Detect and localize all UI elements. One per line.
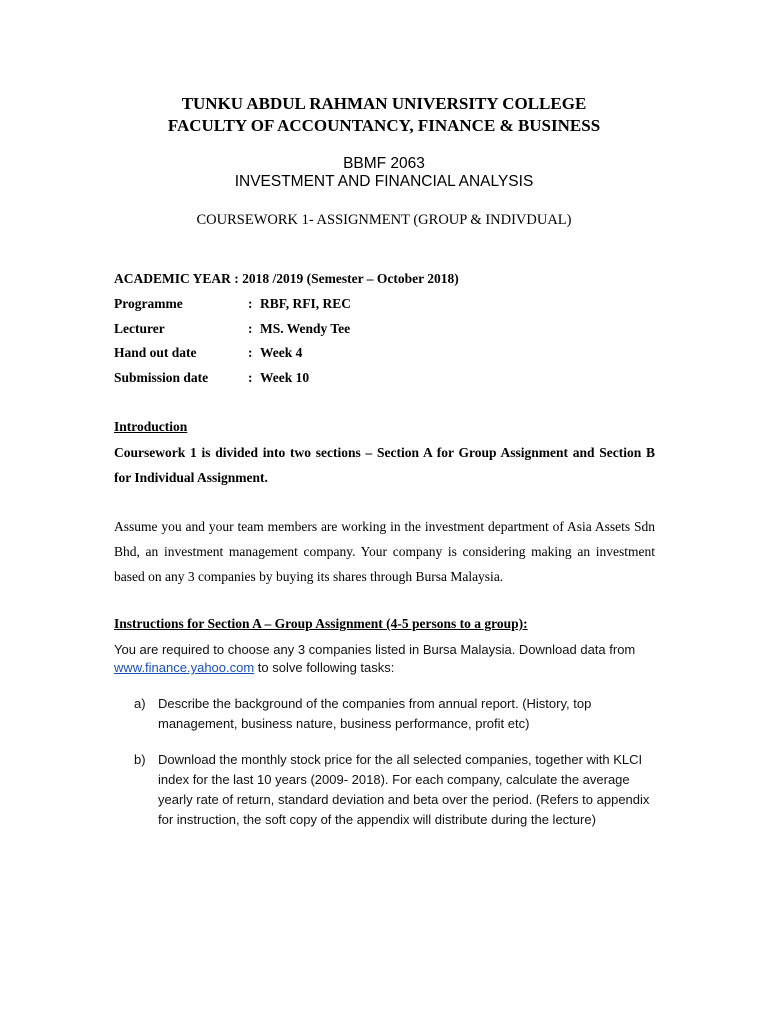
meta-label: Hand out date bbox=[114, 345, 197, 360]
course-name: INVESTMENT AND FINANCIAL ANALYSIS bbox=[234, 173, 534, 190]
list-item-marker: a) bbox=[134, 696, 146, 711]
meta-value: RBF, RFI, REC bbox=[260, 296, 352, 311]
course-code: BBMF 2063 bbox=[343, 155, 425, 172]
list-item-text: Describe the background of the companies from annual report. (History, top management, business nature, business performance, profit etc) bbox=[158, 696, 592, 731]
section-a-heading: Instructions for Section A – Group Assignment (4-5 persons to a group): bbox=[114, 616, 528, 631]
meta-separator: : bbox=[248, 370, 253, 385]
meta-label: Programme bbox=[114, 296, 183, 311]
list-item bbox=[134, 750, 664, 830]
meta-separator: : bbox=[248, 345, 253, 360]
finance-yahoo-link[interactable]: www.finance.yahoo.com bbox=[114, 660, 255, 675]
section-a-intro bbox=[114, 641, 655, 677]
list-item bbox=[134, 694, 664, 734]
meta-row-submission-date bbox=[114, 370, 309, 386]
meta-row-programme bbox=[114, 296, 351, 312]
introduction-summary: Coursework 1 is divided into two sections – Section A for Group Assignment and Section B for Individual Assignment. bbox=[114, 445, 655, 485]
meta-separator: : bbox=[248, 296, 253, 311]
meta-value: MS. Wendy Tee bbox=[260, 321, 351, 336]
section-a-intro-text: You are required to choose any 3 companies listed in Bursa Malaysia. Download data from bbox=[114, 642, 636, 657]
list-item-marker: b) bbox=[134, 752, 146, 767]
meta-label: Submission date bbox=[114, 370, 209, 385]
academic-year: ACADEMIC YEAR : 2018 /2019 (Semester – October 2018) bbox=[114, 271, 459, 286]
meta-label: Lecturer bbox=[114, 321, 165, 336]
institution-title: TUNKU ABDUL RAHMAN UNIVERSITY COLLEGE bbox=[181, 94, 587, 113]
coursework-title: COURSEWORK 1- ASSIGNMENT (GROUP & INDIVDUAL) bbox=[196, 212, 572, 228]
meta-value: Week 4 bbox=[260, 345, 303, 360]
introduction-paragraph: Assume you and your team members are working in the investment department of Asia Assets Sdn Bhd, an investment management company. Your company is considering making an investment based on any 3 companies by buying its shares through Bursa Malaysia. bbox=[114, 519, 655, 584]
faculty-title: FACULTY OF ACCOUNTANCY, FINANCE & BUSINESS bbox=[167, 116, 601, 135]
meta-row-lecturer bbox=[114, 321, 350, 337]
meta-value: Week 10 bbox=[260, 370, 310, 385]
list-item-text: Download the monthly stock price for the all selected companies, together with KLCI index for the last 10 years (2009- 2018). For each company, calculate the average yearly rate of return, standard deviation and beta over the period. (Refers to appendix for instruction, the soft copy of the appendix will distribute during the lecture) bbox=[158, 752, 650, 827]
meta-separator: : bbox=[248, 321, 253, 336]
introduction-heading: Introduction bbox=[114, 419, 188, 434]
section-a-intro-text-end: to solve following tasks: bbox=[254, 660, 395, 675]
meta-row-handout-date bbox=[114, 345, 302, 361]
